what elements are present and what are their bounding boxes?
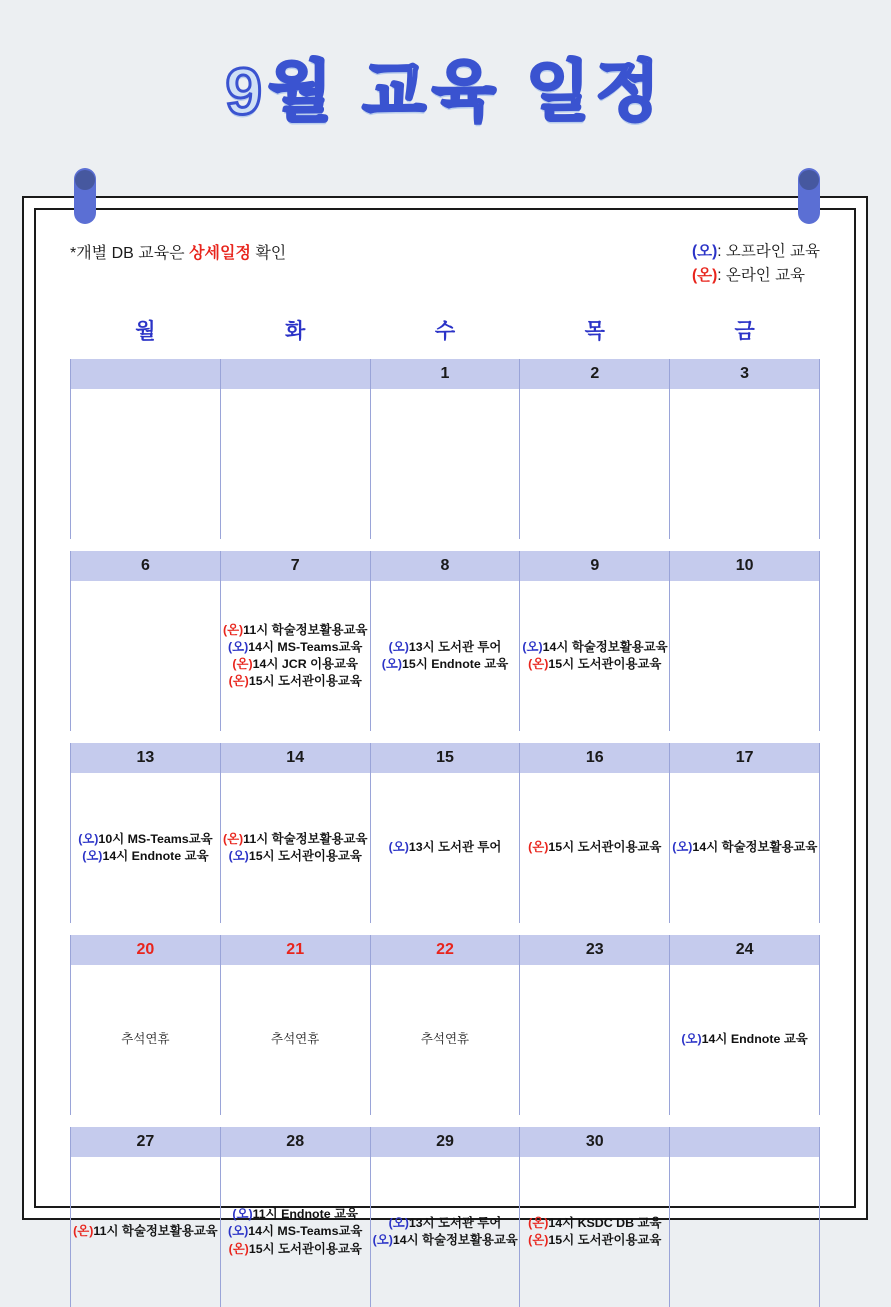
event-text: 15시 도서관이용교육 bbox=[248, 674, 362, 689]
calendar-daynum: 22 bbox=[370, 935, 520, 965]
schedule-board-outer bbox=[22, 196, 868, 1256]
event-offline-tag: (오) bbox=[388, 639, 409, 654]
calendar-daynum: 29 bbox=[370, 1127, 520, 1157]
page-title: 9월 교육 일정 bbox=[225, 54, 666, 128]
calendar-daynum-row bbox=[71, 359, 820, 389]
db-note bbox=[70, 240, 286, 263]
calendar-daynum: 13 bbox=[71, 743, 221, 773]
calendar-day-cell bbox=[670, 773, 820, 923]
calendar-day-cell bbox=[520, 965, 670, 1115]
calendar-daynum: 30 bbox=[520, 1127, 670, 1157]
calendar-body bbox=[71, 359, 820, 1307]
calendar-event bbox=[522, 1232, 667, 1249]
event-offline-tag: (오) bbox=[672, 840, 693, 855]
event-text: 13시 도서관 투어 bbox=[408, 639, 502, 654]
legend-offline-tag: (오) bbox=[691, 243, 718, 260]
event-text: 11시 학술정보활용교육 bbox=[243, 831, 368, 846]
calendar-day-cell bbox=[670, 389, 820, 539]
calendar-daynum: 14 bbox=[220, 743, 370, 773]
calendar-daynum: 23 bbox=[520, 935, 670, 965]
event-text: 14시 학술정보활용교육 bbox=[392, 1233, 518, 1248]
calendar-event bbox=[522, 1215, 667, 1232]
calendar-day-cell bbox=[71, 965, 221, 1115]
calendar-daynum-row bbox=[71, 1127, 820, 1157]
event-text: 11시 Endnote 교육 bbox=[252, 1207, 359, 1222]
calendar-day-cell bbox=[670, 1157, 820, 1307]
calendar-day-cell bbox=[71, 581, 221, 731]
calendar-event bbox=[223, 1206, 368, 1223]
calendar-event bbox=[223, 622, 368, 639]
event-text: 15시 Endnote 교육 bbox=[402, 657, 509, 672]
calendar-event bbox=[223, 831, 368, 848]
calendar-day-cell bbox=[370, 389, 520, 539]
event-text: 14시 Endnote 교육 bbox=[701, 1032, 808, 1047]
event-text: 14시 JCR 이용교육 bbox=[252, 657, 358, 672]
event-text: 11시 학술정보활용교육 bbox=[93, 1224, 218, 1239]
calendar-event: 추석연휴 bbox=[271, 1032, 320, 1047]
calendar-event bbox=[223, 848, 368, 865]
calendar-day-cell bbox=[220, 389, 370, 539]
calendar-week-spacer bbox=[71, 923, 820, 935]
calendar-week-spacer bbox=[71, 1115, 820, 1127]
calendar-event bbox=[373, 639, 518, 656]
calendar-day-cell bbox=[520, 389, 670, 539]
calendar-events-row bbox=[71, 965, 820, 1115]
calendar-daynum: 10 bbox=[670, 551, 820, 581]
event-online-tag: (온) bbox=[528, 840, 549, 855]
weekday-mon: 월 bbox=[135, 320, 156, 344]
event-text: 14시 KSDC DB 교육 bbox=[548, 1215, 662, 1230]
db-note-highlight: 상세일정 bbox=[189, 245, 251, 262]
event-offline-tag: (오) bbox=[232, 1207, 253, 1222]
board-content bbox=[70, 240, 820, 1307]
calendar-event bbox=[73, 831, 218, 848]
calendar-daynum: 8 bbox=[370, 551, 520, 581]
calendar-event bbox=[672, 839, 817, 856]
calendar-events-row bbox=[71, 581, 820, 731]
calendar-daynum: 16 bbox=[520, 743, 670, 773]
event-text: 14시 MS-Teams교육 bbox=[248, 1224, 363, 1239]
calendar-event bbox=[672, 1031, 817, 1048]
calendar-event bbox=[223, 656, 368, 673]
event-text: 13시 도서관 투어 bbox=[408, 840, 502, 855]
calendar-daynum: 17 bbox=[670, 743, 820, 773]
event-offline-tag: (오) bbox=[227, 639, 249, 654]
calendar-event bbox=[373, 1215, 518, 1232]
calendar-event bbox=[73, 848, 218, 865]
calendar-day-cell bbox=[220, 581, 370, 731]
event-text: 13시 도서관 투어 bbox=[408, 1215, 502, 1230]
calendar-events-row bbox=[71, 1157, 820, 1307]
calendar-day-cell bbox=[670, 965, 820, 1115]
calendar-weekday-header bbox=[71, 314, 820, 359]
calendar-event bbox=[373, 1232, 518, 1249]
event-offline-tag: (오) bbox=[381, 657, 403, 672]
calendar-day-cell bbox=[220, 965, 370, 1115]
weekday-tue: 화 bbox=[285, 320, 306, 344]
calendar-daynum-row bbox=[71, 551, 820, 581]
db-note-suffix: 확인 bbox=[250, 245, 287, 262]
event-offline-tag: (오) bbox=[388, 1215, 409, 1230]
calendar-events-row bbox=[71, 389, 820, 539]
event-text: 15시 도서관이용교육 bbox=[248, 849, 362, 864]
legend bbox=[692, 240, 820, 288]
calendar-events-row bbox=[71, 773, 820, 923]
event-text: 15시 도서관이용교육 bbox=[248, 1241, 362, 1256]
calendar-daynum: 24 bbox=[670, 935, 820, 965]
calendar-day-cell bbox=[370, 965, 520, 1115]
calendar-daynum-row bbox=[71, 743, 820, 773]
calendar-event bbox=[223, 639, 368, 656]
calendar-day-cell bbox=[220, 1157, 370, 1307]
calendar-day-cell bbox=[370, 581, 520, 731]
event-text: 10시 MS-Teams교육 bbox=[98, 831, 213, 846]
event-online-tag: (온) bbox=[228, 1241, 249, 1256]
clipboard-clip-left bbox=[74, 168, 96, 224]
event-text: 15시 도서관이용교육 bbox=[548, 840, 662, 855]
calendar-day-cell bbox=[71, 1157, 221, 1307]
calendar-daynum: 27 bbox=[71, 1127, 221, 1157]
calendar-day-cell bbox=[670, 581, 820, 731]
calendar-day-cell bbox=[520, 773, 670, 923]
event-online-tag: (온) bbox=[73, 1224, 94, 1239]
calendar-daynum-row bbox=[71, 935, 820, 965]
calendar-daynum: 7 bbox=[220, 551, 370, 581]
event-offline-tag: (오) bbox=[82, 849, 103, 864]
weekday-fri: 금 bbox=[734, 320, 755, 344]
calendar-week-spacer bbox=[71, 539, 820, 551]
calendar-event bbox=[522, 656, 667, 673]
calendar-daynum-empty bbox=[71, 359, 221, 389]
calendar-event: 추석연휴 bbox=[420, 1032, 470, 1047]
event-online-tag: (온) bbox=[222, 622, 244, 637]
event-offline-tag: (오) bbox=[228, 849, 249, 864]
calendar-daynum: 3 bbox=[670, 359, 820, 389]
calendar-event: 추석연휴 bbox=[121, 1032, 170, 1047]
event-text: 14시 Endnote 교육 bbox=[102, 849, 209, 864]
calendar-event bbox=[223, 1241, 368, 1258]
event-offline-tag: (오) bbox=[78, 831, 99, 846]
calendar-day-cell bbox=[370, 1157, 520, 1307]
db-note-prefix: *개별 DB 교육은 bbox=[70, 245, 190, 262]
calendar-event bbox=[373, 656, 518, 673]
board-header-row bbox=[70, 240, 820, 288]
calendar-event bbox=[522, 839, 667, 856]
calendar-daynum: 15 bbox=[370, 743, 520, 773]
weekday-wed: 수 bbox=[434, 320, 456, 344]
calendar-event bbox=[223, 673, 368, 690]
calendar-day-cell bbox=[520, 1157, 670, 1307]
event-offline-tag: (오) bbox=[372, 1233, 393, 1248]
calendar-daynum-empty bbox=[670, 1127, 820, 1157]
calendar-daynum: 21 bbox=[220, 935, 370, 965]
calendar-day-cell bbox=[71, 773, 221, 923]
event-online-tag: (온) bbox=[228, 674, 249, 689]
calendar-event bbox=[373, 839, 518, 856]
calendar-daynum: 6 bbox=[71, 551, 221, 581]
calendar-event bbox=[73, 1223, 218, 1240]
calendar-daynum-empty bbox=[220, 359, 370, 389]
event-online-tag: (온) bbox=[232, 657, 253, 672]
event-text: 15시 도서관이용교육 bbox=[548, 1233, 662, 1248]
event-offline-tag: (오) bbox=[227, 1224, 249, 1239]
event-text: 11시 학술정보활용교육 bbox=[243, 622, 368, 637]
legend-offline bbox=[692, 240, 820, 264]
calendar-daynum: 1 bbox=[370, 359, 520, 389]
event-text: 14시 MS-Teams교육 bbox=[248, 639, 363, 654]
legend-online bbox=[692, 264, 820, 288]
event-text: 15시 도서관이용교육 bbox=[548, 657, 662, 672]
calendar-daynum: 20 bbox=[71, 935, 221, 965]
calendar-table bbox=[70, 314, 820, 1307]
event-text: 14시 학술정보활용교육 bbox=[692, 840, 818, 855]
event-online-tag: (온) bbox=[528, 1233, 549, 1248]
calendar-event bbox=[522, 639, 667, 656]
calendar-daynum: 9 bbox=[520, 551, 670, 581]
event-text: 14시 학술정보활용교육 bbox=[542, 639, 668, 654]
calendar-day-cell bbox=[520, 581, 670, 731]
event-offline-tag: (오) bbox=[522, 639, 543, 654]
event-online-tag: (온) bbox=[222, 831, 244, 846]
event-online-tag: (온) bbox=[528, 657, 549, 672]
event-offline-tag: (오) bbox=[681, 1032, 702, 1047]
calendar-day-cell bbox=[220, 773, 370, 923]
calendar-daynum: 2 bbox=[520, 359, 670, 389]
schedule-board-inner bbox=[34, 208, 856, 1256]
poster-title-area bbox=[0, 0, 891, 133]
calendar-event bbox=[223, 1223, 368, 1240]
calendar-daynum: 28 bbox=[220, 1127, 370, 1157]
calendar-day-cell bbox=[71, 389, 221, 539]
event-offline-tag: (오) bbox=[388, 840, 409, 855]
legend-online-label: : 온라인 교육 bbox=[717, 267, 806, 285]
event-online-tag: (온) bbox=[528, 1215, 549, 1230]
clipboard-clip-right bbox=[798, 168, 820, 224]
calendar-day-cell bbox=[370, 773, 520, 923]
legend-online-tag: (온) bbox=[691, 267, 718, 285]
weekday-thu: 목 bbox=[584, 320, 605, 344]
calendar-week-spacer bbox=[71, 731, 820, 743]
legend-offline-label: : 오프라인 교육 bbox=[717, 243, 820, 260]
